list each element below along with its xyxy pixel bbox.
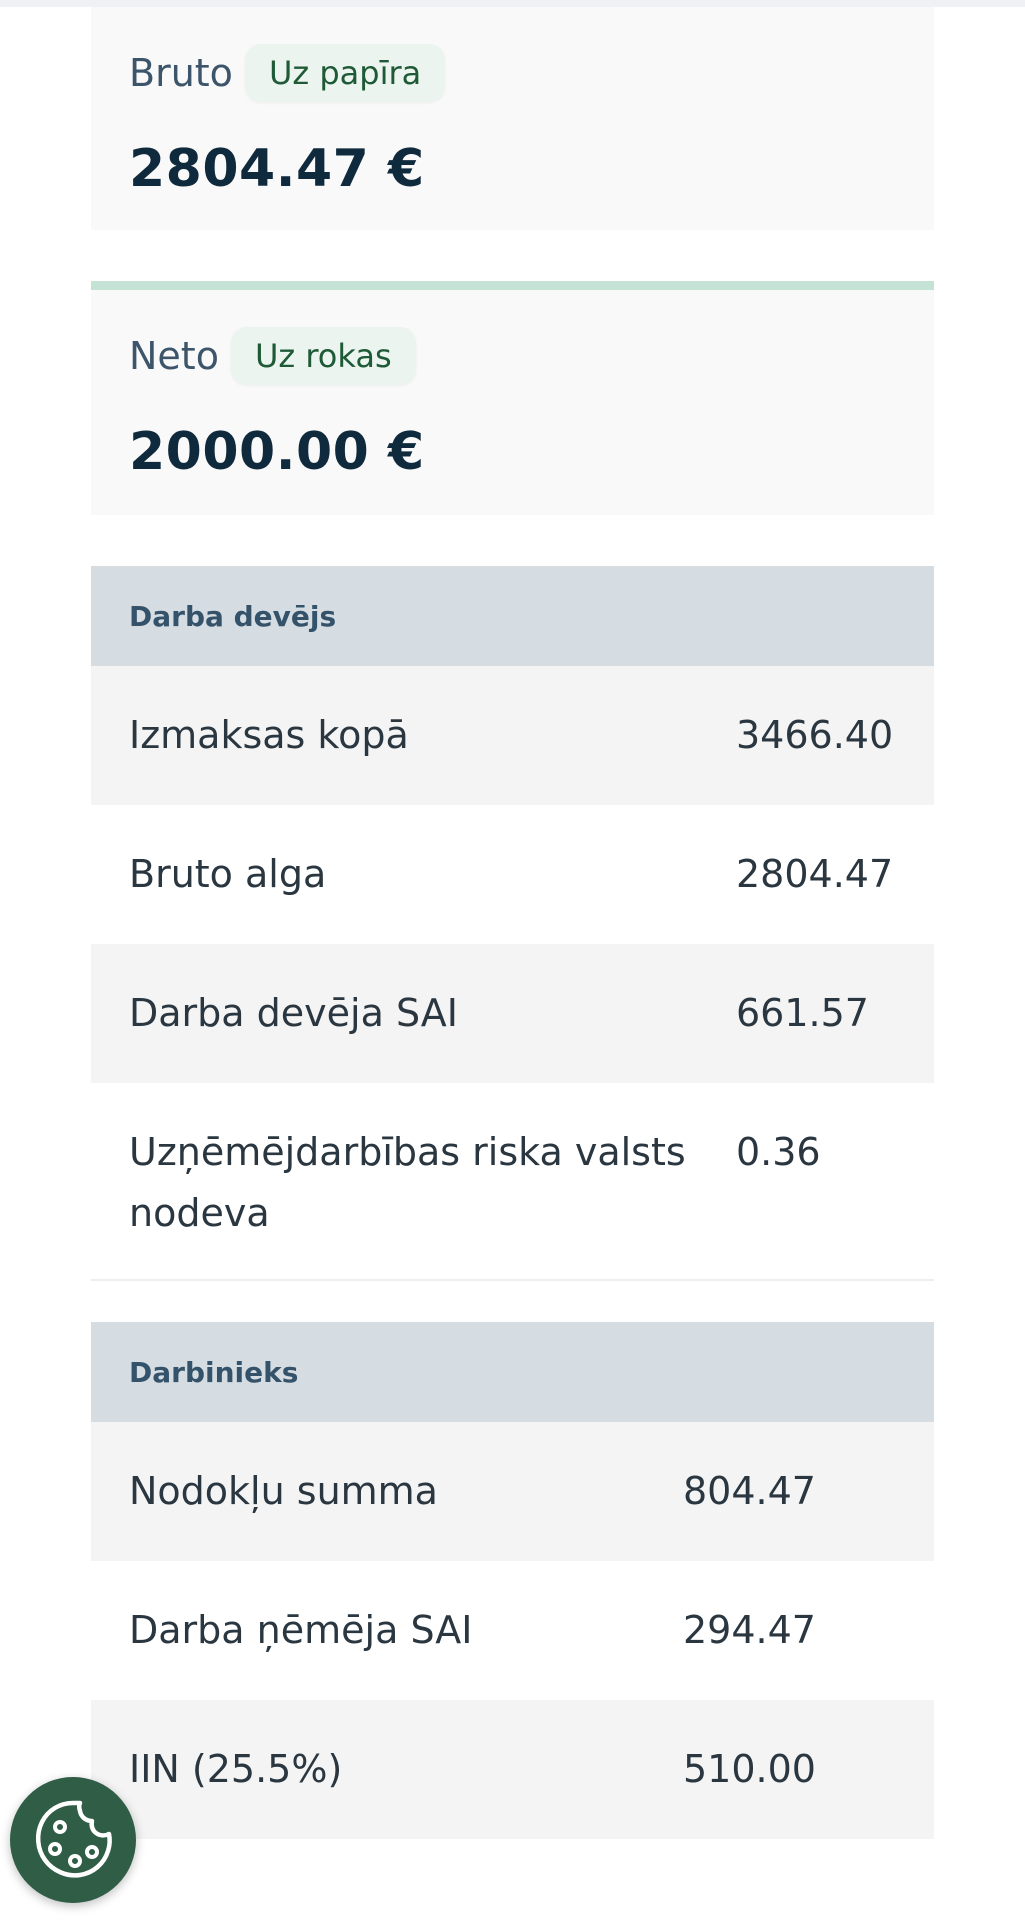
table-row bbox=[91, 1700, 934, 1839]
table-row bbox=[91, 666, 934, 805]
net-card bbox=[91, 281, 934, 515]
employer-table bbox=[91, 566, 934, 1281]
row-label: Uzņēmējdarbības riska valsts nodeva bbox=[129, 1130, 686, 1235]
table-row bbox=[91, 1083, 934, 1281]
row-label: Darba ņēmēja SAI bbox=[129, 1608, 473, 1652]
row-value: 804.47 bbox=[683, 1469, 816, 1513]
row-value: 0.36 bbox=[736, 1130, 821, 1174]
cookie-settings-button[interactable] bbox=[10, 1777, 136, 1903]
gross-amount: 2804.47 € bbox=[129, 139, 425, 199]
net-amount: 2000.00 € bbox=[129, 422, 425, 482]
row-value: 294.47 bbox=[683, 1608, 816, 1652]
top-edge bbox=[0, 0, 1025, 7]
gross-badge: Uz papīra bbox=[245, 44, 445, 102]
net-label: Neto bbox=[129, 334, 219, 378]
employer-table-header: Darba devējs bbox=[91, 566, 934, 666]
row-value: 3466.40 bbox=[736, 713, 894, 757]
row-label: Nodokļu summa bbox=[129, 1469, 438, 1513]
row-value: 661.57 bbox=[736, 991, 869, 1035]
row-value: 2804.47 bbox=[736, 852, 894, 896]
row-label: Izmaksas kopā bbox=[129, 713, 409, 757]
table-row bbox=[91, 1422, 934, 1561]
row-label: Bruto alga bbox=[129, 852, 327, 896]
row-value: 510.00 bbox=[683, 1747, 816, 1791]
salary-results bbox=[91, 7, 934, 1839]
employee-table-header: Darbinieks bbox=[91, 1322, 934, 1422]
net-card-header bbox=[129, 324, 896, 388]
table-row bbox=[91, 1561, 934, 1700]
gross-card bbox=[91, 7, 934, 230]
gross-label: Bruto bbox=[129, 51, 233, 95]
table-row bbox=[91, 944, 934, 1083]
employee-table bbox=[91, 1322, 934, 1839]
cookie-icon bbox=[30, 1797, 116, 1883]
row-label: IIN (25.5%) bbox=[129, 1747, 343, 1791]
table-row bbox=[91, 805, 934, 944]
row-label: Darba devēja SAI bbox=[129, 991, 458, 1035]
net-badge: Uz rokas bbox=[231, 327, 416, 385]
gross-card-header bbox=[129, 41, 896, 105]
